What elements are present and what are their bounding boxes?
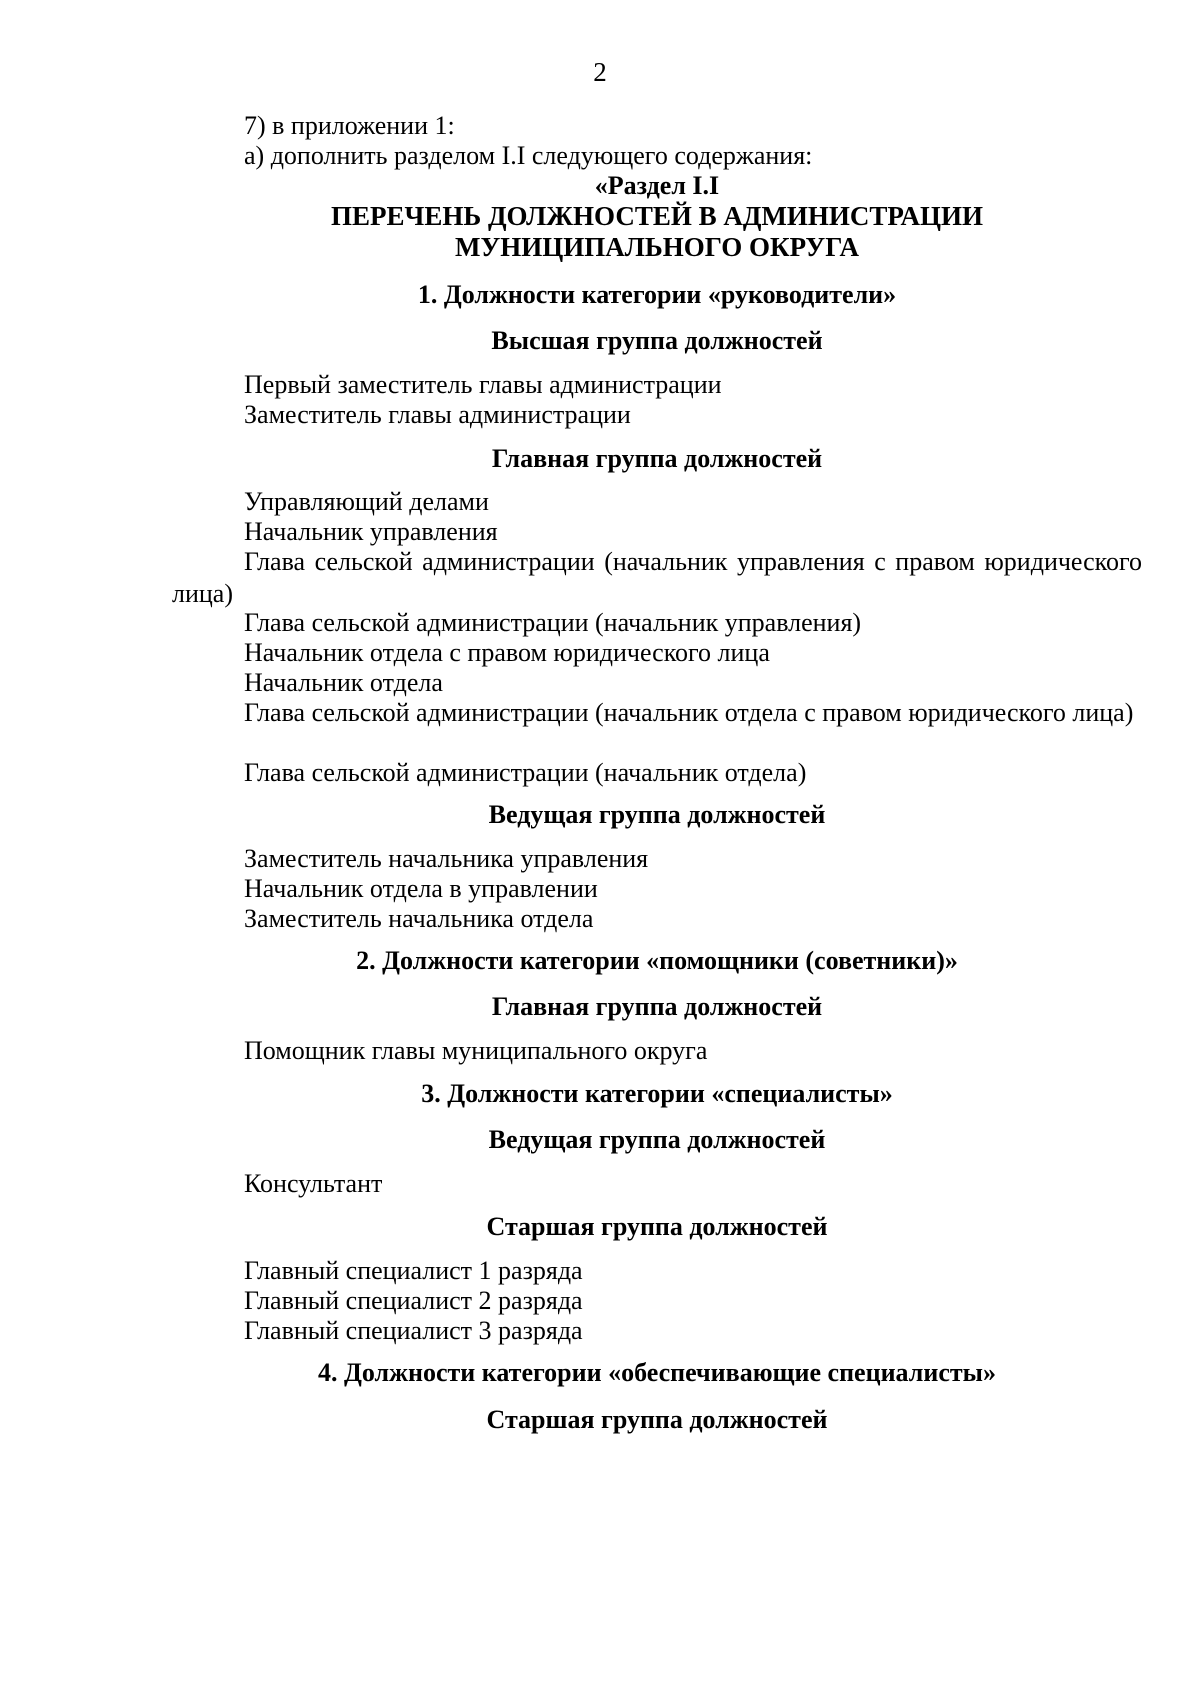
position-item: Начальник отдела с правом юридического лица xyxy=(244,638,770,667)
position-item: Начальник отдела xyxy=(244,668,443,697)
position-item: Глава сельской администрации (начальник отдела с правом юридического лица) xyxy=(244,698,1134,727)
page-number: 2 xyxy=(593,57,607,87)
group-heading: Старшая группа должностей xyxy=(486,1405,828,1434)
group-heading: Высшая группа должностей xyxy=(491,326,823,355)
position-item: Начальник управления xyxy=(244,517,498,546)
category-4-heading: 4. Должности категории «обеспечивающие специалисты» xyxy=(318,1358,996,1387)
position-item: Главный специалист 1 разряда xyxy=(244,1256,583,1285)
group-heading: Ведущая группа должностей xyxy=(488,800,826,829)
position-item: Помощник главы муниципального округа xyxy=(244,1036,708,1065)
intro-item-7: 7) в приложении 1: xyxy=(244,111,455,140)
position-item: Первый заместитель главы администрации xyxy=(244,370,722,399)
position-item: Управляющий делами xyxy=(244,487,489,516)
category-3-heading: 3. Должности категории «специалисты» xyxy=(421,1079,893,1108)
position-item: Глава сельской администрации (начальник управления с правом юридического лица) xyxy=(172,547,1142,608)
group-heading: Главная группа должностей xyxy=(491,992,823,1021)
group-heading: Старшая группа должностей xyxy=(486,1212,828,1241)
section-title-line-1: ПЕРЕЧЕНЬ ДОЛЖНОСТЕЙ В АДМИНИСТРАЦИИ xyxy=(331,201,983,231)
section-label: «Раздел I.I xyxy=(594,171,720,200)
section-title-line-2: МУНИЦИПАЛЬНОГО ОКРУГА xyxy=(455,232,859,262)
position-item: Консультант xyxy=(244,1169,383,1198)
position-item: Заместитель главы администрации xyxy=(244,400,631,429)
group-heading: Главная группа должностей xyxy=(491,444,823,473)
category-2-heading: 2. Должности категории «помощники (советники)» xyxy=(356,946,958,975)
position-item: Заместитель начальника отдела xyxy=(244,904,594,933)
position-item: Начальник отдела в управлении xyxy=(244,874,598,903)
position-item: Заместитель начальника управления xyxy=(244,844,649,873)
group-heading: Ведущая группа должностей xyxy=(488,1125,826,1154)
position-item: Глава сельской администрации (начальник управления) xyxy=(244,608,862,637)
category-1-heading: 1. Должности категории «руководители» xyxy=(417,280,897,309)
position-item: Главный специалист 2 разряда xyxy=(244,1286,583,1315)
position-item: Главный специалист 3 разряда xyxy=(244,1316,583,1345)
intro-item-a: а) дополнить разделом I.I следующего содержания: xyxy=(244,141,813,170)
position-item: Глава сельской администрации (начальник отдела) xyxy=(244,758,807,787)
